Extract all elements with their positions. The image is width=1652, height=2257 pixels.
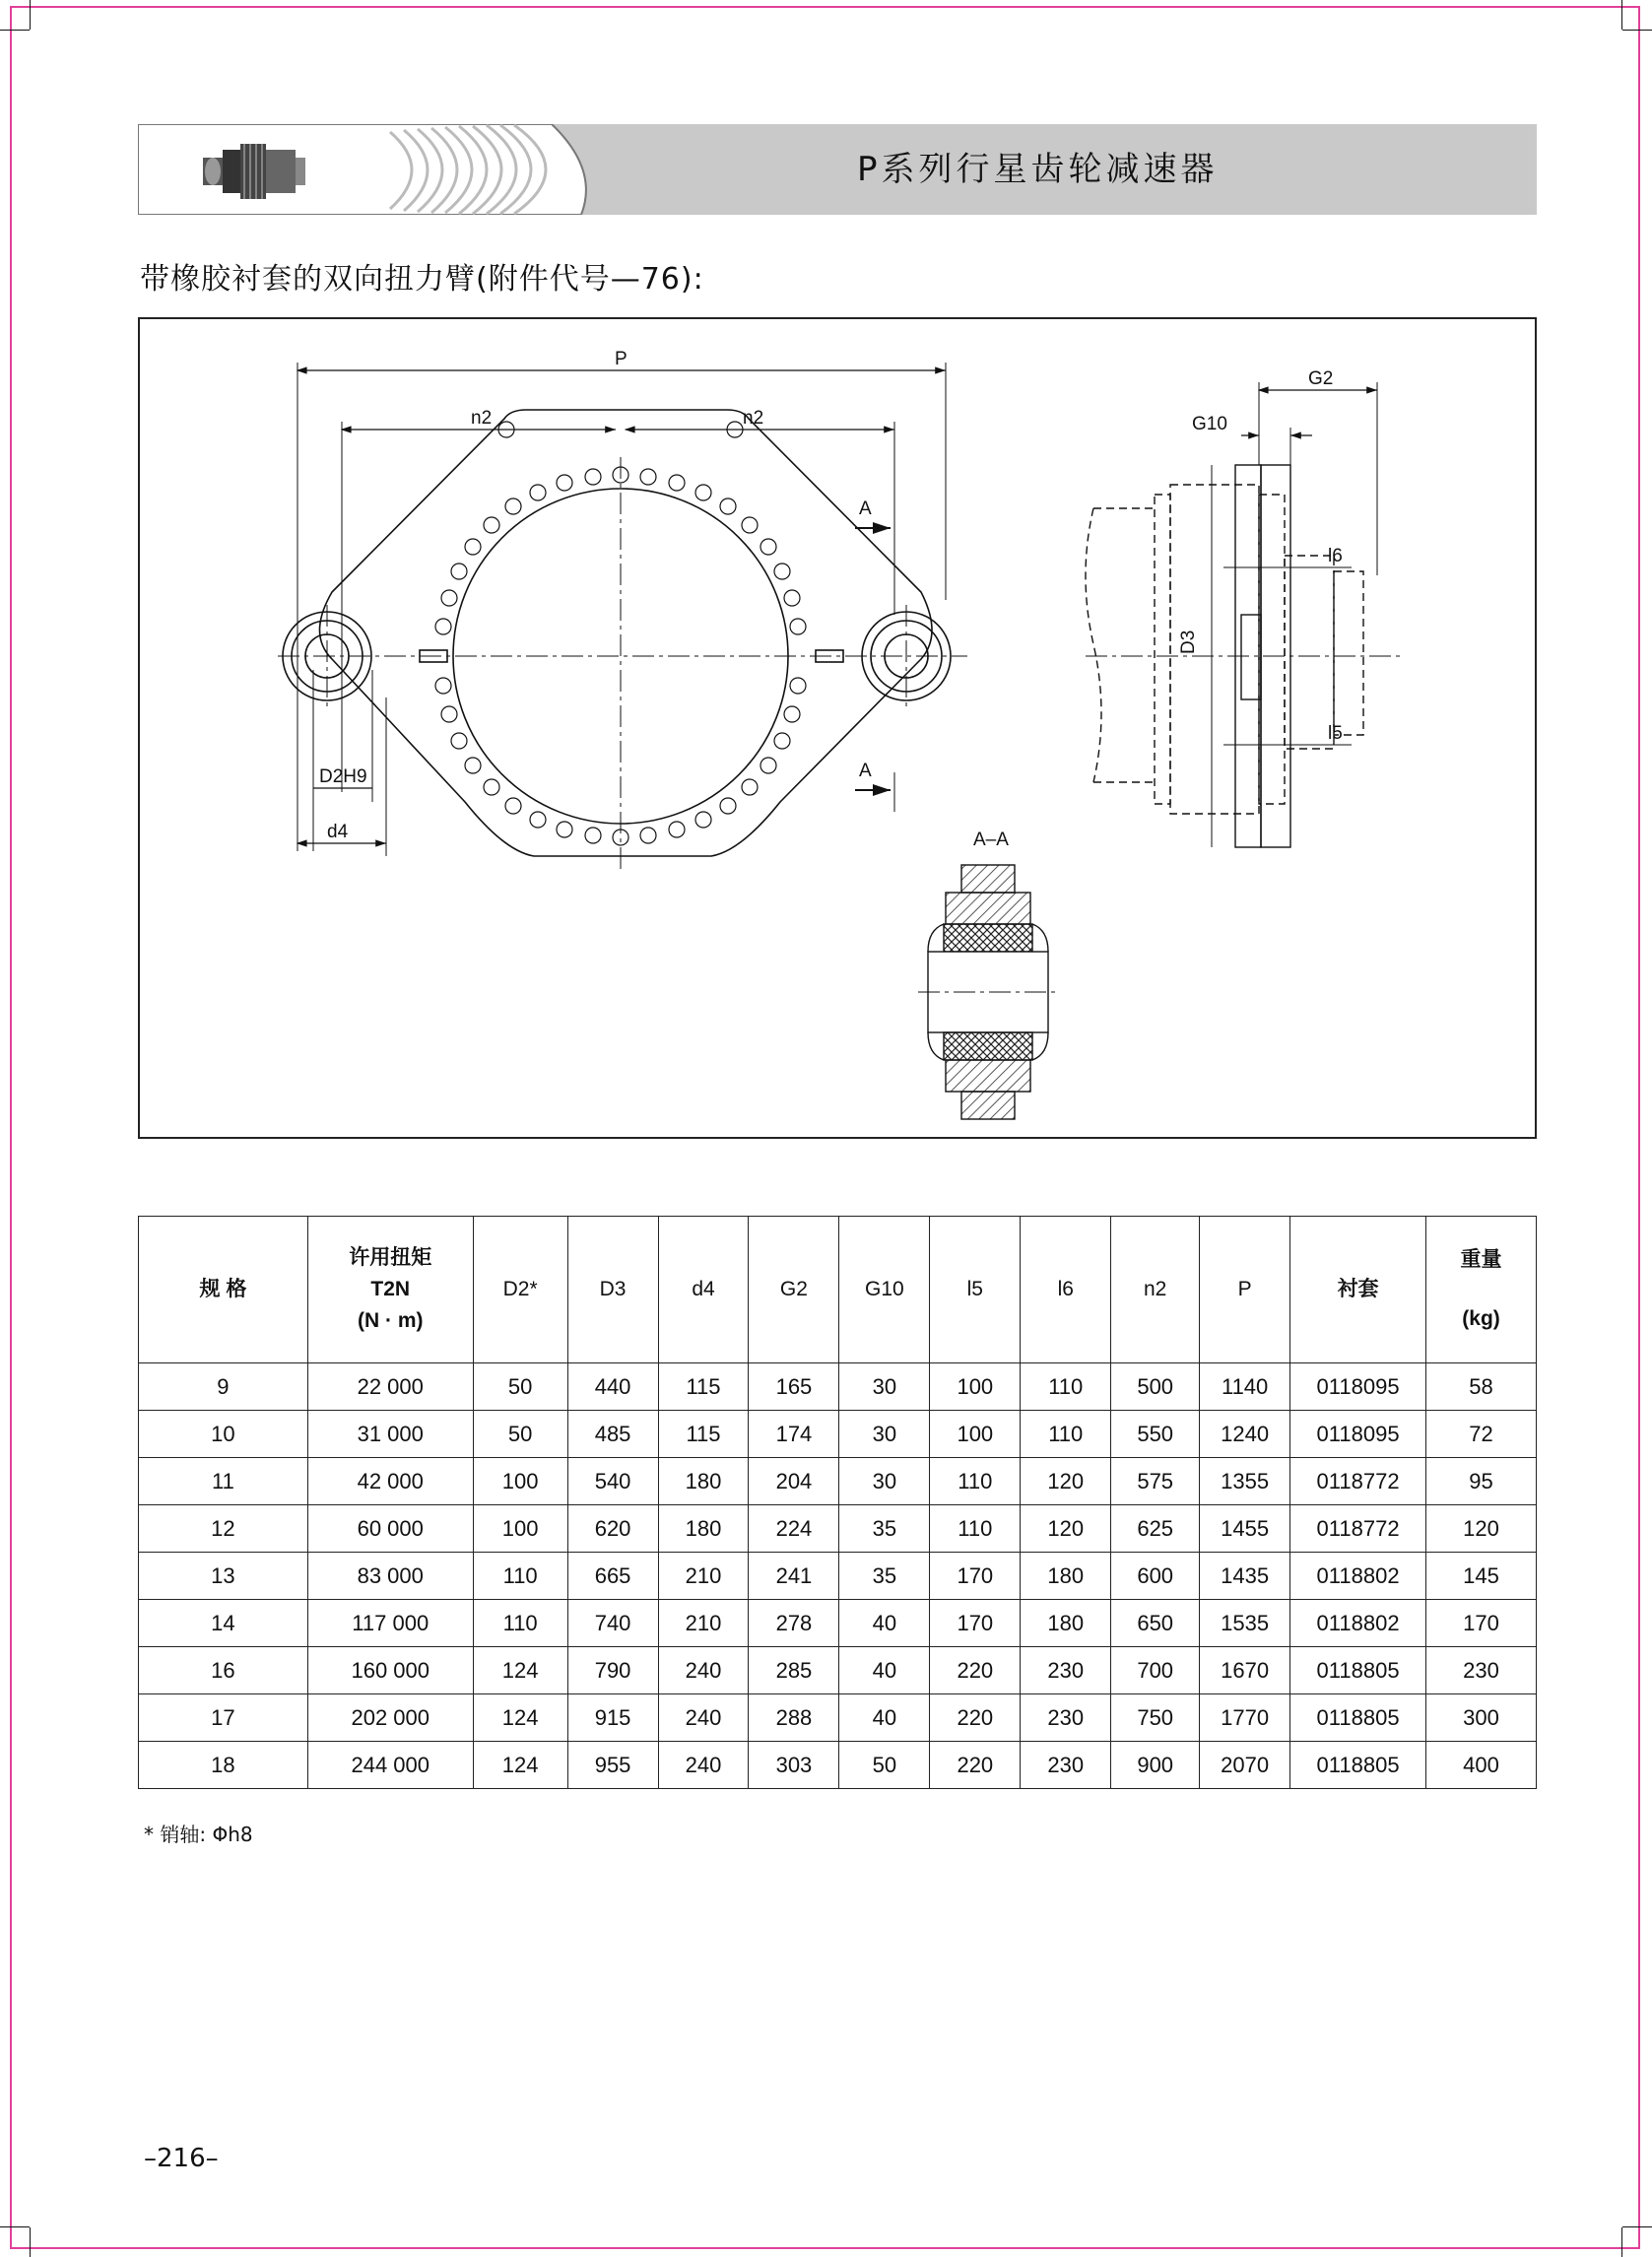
- table-cell: 170: [1426, 1600, 1537, 1647]
- table-cell: 790: [567, 1647, 658, 1694]
- table-cell: 1455: [1200, 1505, 1290, 1553]
- crop-mark: [1621, 2227, 1622, 2257]
- label-n2-left: n2: [471, 408, 493, 429]
- table-cell: 180: [1021, 1600, 1111, 1647]
- table-cell: 30: [839, 1363, 930, 1411]
- table-cell: 750: [1111, 1694, 1200, 1742]
- table-cell: 110: [473, 1600, 567, 1647]
- label-D2H9: D2H9: [319, 766, 367, 787]
- crop-mark: [1621, 0, 1622, 30]
- table-cell: 120: [1021, 1505, 1111, 1553]
- table-body: [139, 1363, 1537, 1789]
- table-cell: 220: [930, 1742, 1021, 1789]
- table-cell: 170: [930, 1600, 1021, 1647]
- spec-table: [138, 1216, 1537, 1789]
- table-cell: 115: [658, 1363, 749, 1411]
- table-cell: 620: [567, 1505, 658, 1553]
- torque-arm-front-view: [278, 363, 967, 871]
- crop-mark: [30, 0, 31, 30]
- crop-mark: [1622, 2226, 1652, 2227]
- table-cell: 95: [1426, 1458, 1537, 1505]
- label-d4: d4: [327, 822, 349, 842]
- table-cell: 600: [1111, 1553, 1200, 1600]
- label-G2: G2: [1308, 368, 1334, 389]
- label-G10: G10: [1192, 414, 1227, 434]
- table-cell: 210: [658, 1553, 749, 1600]
- footnote: * 销轴: Φh8: [144, 1823, 253, 1846]
- col-d4: d4: [658, 1217, 749, 1363]
- table-cell: 1535: [1200, 1600, 1290, 1647]
- table-cell: 11: [139, 1458, 308, 1505]
- crop-mark: [0, 30, 30, 31]
- table-cell: 10: [139, 1411, 308, 1458]
- page-header: [138, 124, 1537, 215]
- table-cell: 220: [930, 1647, 1021, 1694]
- table-row: [139, 1742, 1537, 1789]
- table-cell: 244 000: [307, 1742, 473, 1789]
- table-cell: 40: [839, 1647, 930, 1694]
- table-cell: 300: [1426, 1694, 1537, 1742]
- table-cell: 955: [567, 1742, 658, 1789]
- table-cell: 18: [139, 1742, 308, 1789]
- table-cell: 240: [658, 1694, 749, 1742]
- table-cell: 110: [1021, 1411, 1111, 1458]
- side-view: [1086, 382, 1401, 847]
- label-P: P: [615, 349, 628, 369]
- table-cell: 650: [1111, 1600, 1200, 1647]
- label-A-bottom: A: [859, 761, 872, 781]
- table-cell: 180: [658, 1458, 749, 1505]
- table-cell: 100: [473, 1505, 567, 1553]
- table-row: [139, 1458, 1537, 1505]
- col-n2: n2: [1111, 1217, 1200, 1363]
- table-cell: 72: [1426, 1411, 1537, 1458]
- col-weight: [1426, 1217, 1537, 1363]
- table-cell: 50: [839, 1742, 930, 1789]
- table-cell: 9: [139, 1363, 308, 1411]
- table-cell: 31 000: [307, 1411, 473, 1458]
- col-l6: l6: [1021, 1217, 1111, 1363]
- table-cell: 12: [139, 1505, 308, 1553]
- table-cell: 110: [930, 1458, 1021, 1505]
- col-p: P: [1200, 1217, 1290, 1363]
- table-cell: 145: [1426, 1553, 1537, 1600]
- table-cell: 485: [567, 1411, 658, 1458]
- table-cell: 42 000: [307, 1458, 473, 1505]
- table-row: [139, 1600, 1537, 1647]
- table-cell: 241: [749, 1553, 839, 1600]
- section-title: 带橡胶衬套的双向扭力臂(附件代号—76):: [140, 262, 704, 297]
- header-title: P系列行星齿轮减速器: [857, 150, 1219, 189]
- table-cell: 278: [749, 1600, 839, 1647]
- table-cell: 35: [839, 1553, 930, 1600]
- col-spec: 规 格: [139, 1217, 308, 1363]
- table-cell: 16: [139, 1647, 308, 1694]
- table-cell: 0118802: [1290, 1553, 1426, 1600]
- table-cell: 30: [839, 1458, 930, 1505]
- table-cell: 625: [1111, 1505, 1200, 1553]
- table-cell: 0118772: [1290, 1505, 1426, 1553]
- crop-mark: [0, 2226, 30, 2227]
- table-cell: 230: [1021, 1647, 1111, 1694]
- table-cell: 40: [839, 1694, 930, 1742]
- table-cell: 124: [473, 1694, 567, 1742]
- table-cell: 440: [567, 1363, 658, 1411]
- table-cell: 58: [1426, 1363, 1537, 1411]
- table-cell: 100: [930, 1411, 1021, 1458]
- table-cell: 124: [473, 1647, 567, 1694]
- crop-mark: [30, 2227, 31, 2257]
- col-g10: G10: [839, 1217, 930, 1363]
- table-cell: 110: [473, 1553, 567, 1600]
- col-torque: [307, 1217, 473, 1363]
- table-cell: 400: [1426, 1742, 1537, 1789]
- table-cell: 0118805: [1290, 1742, 1426, 1789]
- table-cell: 180: [658, 1505, 749, 1553]
- table-cell: 117 000: [307, 1600, 473, 1647]
- table-row: [139, 1411, 1537, 1458]
- table-row: [139, 1505, 1537, 1553]
- label-section-A-A: A–A: [973, 830, 1009, 850]
- table-cell: 0118095: [1290, 1363, 1426, 1411]
- table-cell: 700: [1111, 1647, 1200, 1694]
- table-row: [139, 1553, 1537, 1600]
- table-cell: 230: [1426, 1647, 1537, 1694]
- table-cell: 100: [930, 1363, 1021, 1411]
- table-row: [139, 1694, 1537, 1742]
- table-cell: 115: [658, 1411, 749, 1458]
- table-cell: 204: [749, 1458, 839, 1505]
- table-cell: 740: [567, 1600, 658, 1647]
- table-header-row: [139, 1217, 1537, 1363]
- table-cell: 1670: [1200, 1647, 1290, 1694]
- table-cell: 17: [139, 1694, 308, 1742]
- table-cell: 30: [839, 1411, 930, 1458]
- table-cell: 210: [658, 1600, 749, 1647]
- table-cell: 0118805: [1290, 1647, 1426, 1694]
- table-cell: 40: [839, 1600, 930, 1647]
- col-torque-line3: (N · m): [358, 1309, 424, 1332]
- col-bushing: 衬套: [1290, 1217, 1426, 1363]
- crop-mark: [1622, 30, 1652, 31]
- table-cell: 1355: [1200, 1458, 1290, 1505]
- label-l6: l6: [1328, 546, 1343, 566]
- table-cell: 550: [1111, 1411, 1200, 1458]
- table-cell: 285: [749, 1647, 839, 1694]
- table-cell: 1240: [1200, 1411, 1290, 1458]
- label-l5: l5: [1328, 723, 1343, 744]
- table-cell: 1140: [1200, 1363, 1290, 1411]
- table-cell: 0118805: [1290, 1694, 1426, 1742]
- header-banner: [138, 124, 1537, 215]
- table-cell: 230: [1021, 1742, 1111, 1789]
- table-cell: 224: [749, 1505, 839, 1553]
- col-weight-line1: 重量: [1460, 1248, 1502, 1271]
- label-D3: D3: [1178, 630, 1199, 654]
- table-row: [139, 1363, 1537, 1411]
- table-cell: 1435: [1200, 1553, 1290, 1600]
- table-cell: 160 000: [307, 1647, 473, 1694]
- table-cell: 170: [930, 1553, 1021, 1600]
- label-n2-right: n2: [743, 408, 764, 429]
- table-cell: 303: [749, 1742, 839, 1789]
- col-l5: l5: [930, 1217, 1021, 1363]
- table-cell: 665: [567, 1553, 658, 1600]
- table-cell: 900: [1111, 1742, 1200, 1789]
- table-cell: 110: [930, 1505, 1021, 1553]
- table-cell: 0118802: [1290, 1600, 1426, 1647]
- table-cell: 174: [749, 1411, 839, 1458]
- col-d3: D3: [567, 1217, 658, 1363]
- table-cell: 915: [567, 1694, 658, 1742]
- table-cell: 202 000: [307, 1694, 473, 1742]
- label-A-top: A: [859, 498, 872, 519]
- table-cell: 22 000: [307, 1363, 473, 1411]
- col-torque-line2: T2N: [370, 1278, 411, 1300]
- col-torque-line1: 许用扭矩: [349, 1246, 432, 1269]
- table-cell: 124: [473, 1742, 567, 1789]
- col-g2: G2: [749, 1217, 839, 1363]
- table-cell: 120: [1426, 1505, 1537, 1553]
- page-number: –216–: [144, 2144, 219, 2173]
- table-cell: 540: [567, 1458, 658, 1505]
- technical-drawing: [138, 317, 1537, 1139]
- table-cell: 14: [139, 1600, 308, 1647]
- col-d2: D2*: [473, 1217, 567, 1363]
- table-cell: 2070: [1200, 1742, 1290, 1789]
- table-cell: 60 000: [307, 1505, 473, 1553]
- table-cell: 110: [1021, 1363, 1111, 1411]
- drawing-canvas: [140, 319, 1539, 1141]
- table-cell: 230: [1021, 1694, 1111, 1742]
- table-cell: 1770: [1200, 1694, 1290, 1742]
- table-cell: 0118095: [1290, 1411, 1426, 1458]
- table-cell: 35: [839, 1505, 930, 1553]
- table-cell: 50: [473, 1411, 567, 1458]
- table-cell: 83 000: [307, 1553, 473, 1600]
- table-cell: 240: [658, 1647, 749, 1694]
- table-cell: 13: [139, 1553, 308, 1600]
- table-row: [139, 1647, 1537, 1694]
- table-cell: 220: [930, 1694, 1021, 1742]
- table-cell: 0118772: [1290, 1458, 1426, 1505]
- col-weight-line2: (kg): [1462, 1307, 1500, 1330]
- table-cell: 50: [473, 1363, 567, 1411]
- table-cell: 240: [658, 1742, 749, 1789]
- table-cell: 288: [749, 1694, 839, 1742]
- table-cell: 180: [1021, 1553, 1111, 1600]
- table-cell: 575: [1111, 1458, 1200, 1505]
- table-cell: 120: [1021, 1458, 1111, 1505]
- section-a-a-view: [918, 865, 1058, 1119]
- table-cell: 100: [473, 1458, 567, 1505]
- table-cell: 500: [1111, 1363, 1200, 1411]
- table-cell: 165: [749, 1363, 839, 1411]
